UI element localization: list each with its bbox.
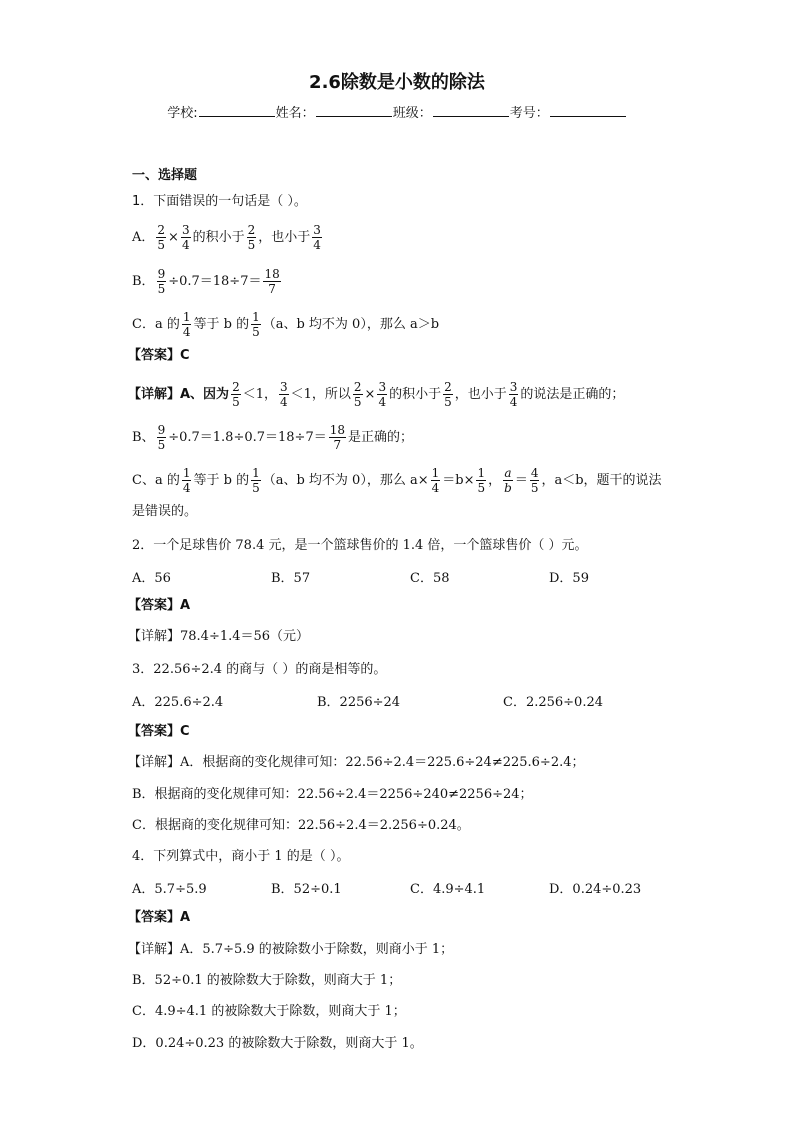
q2-answer: 【答案】A — [128, 598, 191, 613]
q1-option-a: A． $\frac{2}{5}$ × $\frac{3}{4}$ 的积小于 $\frac{2}{5}$ ，也小于 $\frac{3}{4}$ — [132, 223, 321, 252]
school-blank[interactable] — [199, 104, 275, 117]
q4-option-b: B．52÷0.1 — [271, 882, 342, 897]
number-label: 考号： — [509, 106, 549, 121]
q2-option-b: B．57 — [271, 571, 311, 586]
q1-detail-line-3: C、a 的 $\frac{1}{4}$ 等于 b 的 $\frac{1}{5}$ （a、b 均不为 0），那么 a× $\frac{1}{4}$ ＝b× $\frac{1}{5}$ ， $\frac{a}{b}$ ＝ $\frac{4}{5}$ ，a＜b，题干的说法 — [132, 466, 662, 495]
school-label: 学校: — [167, 106, 198, 121]
q1-detail-line-2: B、 $\frac{9}{5}$ ÷0.7＝1.8÷0.7＝18÷7＝ $\frac{18}{7}$ 是正确的； — [132, 423, 414, 452]
q4-answer: 【答案】A — [128, 910, 191, 925]
name-blank[interactable] — [316, 104, 392, 117]
q4-detail-line-4: D．0.24÷0.23 的被除数大于除数，则商大于 1。 — [132, 1036, 423, 1051]
fraction: $\frac{1}{5}$ — [252, 310, 260, 339]
student-info-row — [0, 102, 794, 121]
fraction: $\frac{18}{7}$ — [264, 267, 280, 296]
section-heading: 一、选择题 — [132, 168, 198, 183]
fraction: $\frac{9}{5}$ — [157, 267, 166, 296]
q2-option-c: C．58 — [410, 571, 450, 586]
number-blank[interactable] — [550, 104, 626, 117]
q4-detail-line-3: C．4.9÷4.1 的被除数大于除数，则商大于 1； — [132, 1004, 406, 1019]
q4-detail-line-2: B．52÷0.1 的被除数大于除数，则商大于 1； — [132, 973, 402, 988]
q4-option-c: C．4.9÷4.1 — [410, 882, 486, 897]
fraction: $\frac{2}{5}$ — [157, 223, 166, 252]
q2-option-a: A．56 — [132, 571, 171, 586]
q1-detail-line-4: 是错误的。 — [132, 504, 198, 519]
q1-detail-line-1: 【详解】A、因为 $\frac{2}{5}$ ＜1， $\frac{3}{4}$ ＜1，所以 $\frac{2}{5}$ × $\frac{3}{4}$ 的积小于 $\frac{2}{5}$ ，也小于 $\frac{3}{4}$ 的说法是正确的； — [128, 380, 625, 409]
q3-detail-line-2: B．根据商的变化规律可知：22.56÷2.4＝2256÷240≠2256÷24； — [132, 787, 533, 802]
fraction: $\frac{2}{5}$ — [247, 223, 256, 252]
q4-option-a: A．5.7÷5.9 — [132, 882, 207, 897]
class-blank[interactable] — [433, 104, 509, 117]
q2-stem: 2．一个足球售价 78.4 元，是一个篮球售价的 1.4 倍，一个篮球售价（ ）元。 — [132, 538, 588, 553]
q4-stem: 4．下列算式中，商小于 1 的是（ ）。 — [132, 849, 350, 864]
q4-detail-line-1: 【详解】A．5.7÷5.9 的被除数小于除数，则商小于 1； — [128, 942, 454, 957]
q3-option-a: A．225.6÷2.4 — [132, 695, 224, 710]
q4-option-d: D．0.24÷0.23 — [549, 882, 642, 897]
fraction: $\frac{3}{4}$ — [181, 223, 190, 252]
q1-stem: 1．下面错误的一句话是（ ）。 — [132, 194, 307, 209]
q3-answer: 【答案】C — [128, 724, 190, 739]
q3-option-b: B．2256÷24 — [317, 695, 401, 710]
fraction: $\frac{1}{4}$ — [182, 310, 191, 339]
q2-detail: 【详解】78.4÷1.4＝56（元） — [128, 629, 310, 644]
class-label: 班级： — [392, 106, 432, 121]
q3-detail-line-1: 【详解】A．根据商的变化规律可知：22.56÷2.4＝225.6÷24≠225.6÷2.4； — [128, 755, 585, 770]
q3-detail-line-3: C．根据商的变化规律可知：22.56÷2.4＝2.256÷0.24。 — [132, 818, 470, 833]
q1-answer: 【答案】C — [128, 348, 190, 363]
q3-stem: 3．22.56÷2.4 的商与（ ）的商是相等的。 — [132, 662, 387, 677]
q3-option-c: C．2.256÷0.24 — [503, 695, 604, 710]
fraction: $\frac{3}{4}$ — [313, 223, 321, 252]
q1-option-b: B． $\frac{9}{5}$ ÷0.7＝18÷7＝ $\frac{18}{7}$ — [132, 267, 280, 296]
page-title: 2.6除数是小数的除法 — [309, 72, 485, 93]
q1-option-c: C．a 的 $\frac{1}{4}$ 等于 b 的 $\frac{1}{5}$ （a、b 均不为 0），那么 a＞b — [132, 310, 440, 339]
q2-option-d: D．59 — [549, 571, 589, 586]
name-label: 姓名： — [275, 106, 315, 121]
